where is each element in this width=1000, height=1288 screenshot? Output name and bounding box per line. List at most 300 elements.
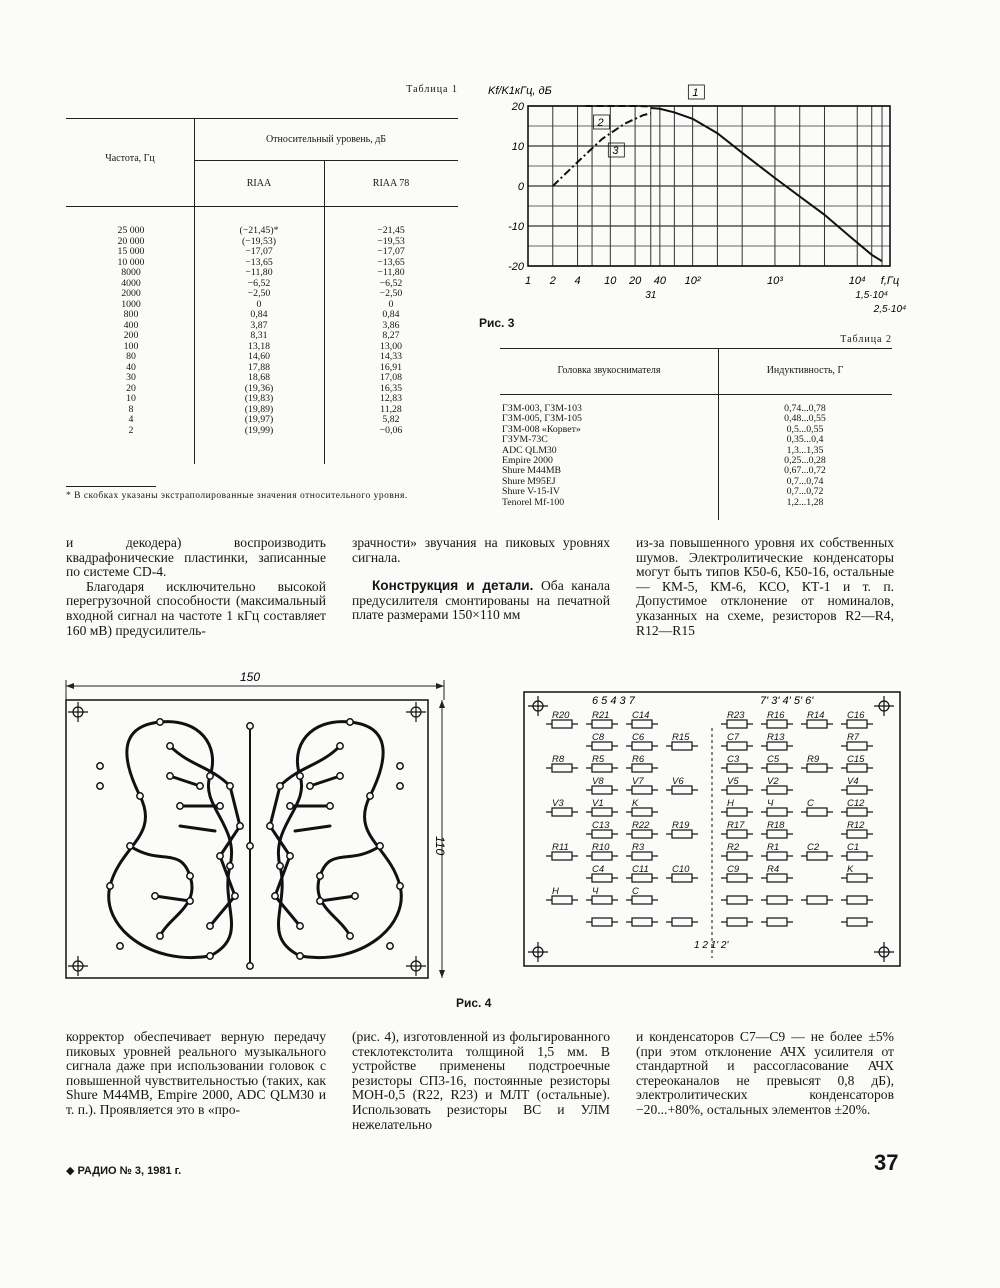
- table1-footnote: * В скобках указаны экстраполированные значения относительного уровня.: [66, 491, 408, 501]
- solder-pad: [327, 803, 333, 809]
- component-label: C7: [727, 732, 740, 743]
- table2-cell-head: Shure V-15-IV: [502, 486, 560, 498]
- component-label: R22: [632, 820, 650, 831]
- component-body: [552, 764, 572, 772]
- component-body: [552, 720, 572, 728]
- component-body: [727, 742, 747, 750]
- component-body: [847, 720, 867, 728]
- component-body: [727, 786, 747, 794]
- component-body: [672, 918, 692, 926]
- table1-cell-riaa78: −11,80: [377, 267, 405, 278]
- solder-pad: [337, 743, 343, 749]
- table1-cell-riaa78: 5,82: [382, 414, 400, 425]
- footnote-rule: [66, 486, 156, 487]
- solder-pad: [377, 843, 383, 849]
- component-label: С: [632, 886, 639, 897]
- chart-x-tick-label: 20: [628, 275, 642, 287]
- table1-cell-riaa78: 14,33: [379, 351, 403, 362]
- table1-cell-riaa78: 0,84: [382, 309, 400, 320]
- solder-pad: [167, 743, 173, 749]
- component-body: [592, 764, 612, 772]
- component-body: [847, 830, 867, 838]
- dimension-width-label: 150: [240, 670, 261, 684]
- chart-y-tick-label: 20: [511, 101, 524, 113]
- chart-x-tick-label: 1: [524, 275, 532, 287]
- component-body: [672, 742, 692, 750]
- table2-inductance-column: [750, 404, 860, 508]
- table1-cell-riaa: (−21,45)*: [239, 225, 279, 236]
- component-label: R16: [767, 710, 785, 721]
- table1-cell-riaa: −2,50: [247, 288, 271, 299]
- component-label: V8: [592, 776, 604, 787]
- chart-y-tick-label: -10: [508, 221, 524, 233]
- table2-cell-head: Empire 2000: [502, 455, 553, 467]
- component-label: C14: [632, 710, 650, 721]
- table2-cell-head: ADC QLM30: [502, 444, 557, 456]
- component-body: [847, 808, 867, 816]
- solder-pad: [347, 719, 353, 725]
- table1-frequency-column: [96, 226, 166, 436]
- component-body: [767, 918, 787, 926]
- solder-pad: [197, 783, 203, 789]
- component-body: [632, 786, 652, 794]
- table1-cell-riaa78: 13,00: [379, 340, 403, 352]
- table1-cell-riaa: 13,18: [247, 340, 271, 352]
- solder-pad: [387, 943, 393, 949]
- component-body: [847, 764, 867, 772]
- solder-pad: [207, 773, 213, 779]
- component-label: R1: [767, 842, 780, 853]
- solder-pad: [137, 793, 143, 799]
- pcb-component-placement: [522, 688, 904, 970]
- table1-cell-frequency: 15 000: [117, 246, 145, 257]
- paragraph: из-за повышенного уровня их собственных шумов. Электролитические конденсаторы могут быть типов К50-6, К50-16, остальные — КМ-5, КМ-6, КСО, КТ-1 и т. п. Допустимое отклонение от номиналов, указанных на схеме, резисторов R2—R4, R12—R15: [636, 535, 894, 638]
- chart-tick-labels: [508, 101, 906, 315]
- table1-cell-riaa: −6,52: [247, 277, 271, 289]
- table1-riaa-column: [224, 226, 294, 436]
- component-body: [847, 852, 867, 860]
- component-label: C5: [767, 754, 780, 765]
- component-body: [592, 874, 612, 882]
- table2-cell-head: Tenorel Mf-100: [502, 496, 565, 508]
- component-label: C6: [632, 732, 645, 743]
- table2-cell-head: Shure M44MB: [502, 465, 562, 477]
- table1-header-riaa78: RIAA 78: [372, 178, 410, 189]
- component-label: C16: [847, 710, 865, 721]
- component-label: Ч: [592, 886, 599, 897]
- solder-pad: [352, 893, 358, 899]
- component-label: R15: [672, 732, 690, 743]
- component-body: [767, 742, 787, 750]
- solder-pad: [297, 953, 303, 959]
- component-body: [807, 764, 827, 772]
- component-body: [807, 808, 827, 816]
- solder-pad: [97, 763, 103, 769]
- solder-pad: [187, 898, 193, 904]
- copper-traces: [109, 722, 402, 966]
- table1-cell-riaa: −11,80: [245, 267, 273, 278]
- table1-cell-riaa78: −13,65: [377, 256, 405, 268]
- solder-pad: [287, 803, 293, 809]
- solder-pad: [217, 803, 223, 809]
- table2-cell-inductance: 0,5...0,55: [786, 423, 824, 435]
- table1-cell-riaa: 18,68: [247, 372, 271, 383]
- table1-cell-riaa: 17,88: [247, 361, 271, 373]
- component-body: [672, 874, 692, 882]
- paragraph: корректор обеспечивает верную передачу пиковых уровней реального музыкального сигнала даже при использовании головок с повышенной чувствительностью (таких, как Shure M44MB, Empire 2000, ADC QLM30 и т. п.). Проявляется это в «про-: [66, 1029, 326, 1117]
- text-column-1-top: [66, 536, 326, 638]
- component-label: R19: [672, 820, 690, 831]
- paragraph: зрачности» звучания на пиковых уровнях сигнала.: [352, 535, 610, 565]
- table1-cell-frequency: 30: [126, 372, 136, 383]
- component-label: R6: [632, 754, 645, 765]
- component-body: [727, 808, 747, 816]
- table1-cell-frequency: 4: [128, 414, 134, 425]
- solder-pad: [237, 823, 243, 829]
- table2-cell-inductance: 0,7...0,74: [786, 475, 824, 487]
- component-body: [807, 896, 827, 904]
- figure3-caption: Рис. 3: [479, 316, 515, 330]
- bottom-pin-labels: 1 2 1' 2': [694, 940, 729, 951]
- component-label: C4: [592, 864, 605, 875]
- table2-cell-head: Shure M95EJ: [502, 475, 556, 487]
- component-body: [727, 852, 747, 860]
- solder-pad: [272, 893, 278, 899]
- component-label: V7: [632, 776, 644, 787]
- solder-pad: [177, 803, 183, 809]
- table1-header-frequency: Частота, Гц: [105, 153, 155, 164]
- component-label: V4: [847, 776, 859, 787]
- solder-pad: [97, 783, 103, 789]
- solder-pad: [152, 893, 158, 899]
- magazine-footer: ◆ РАДИО № 3, 1981 г.: [66, 1165, 182, 1177]
- component-labels: [552, 710, 865, 897]
- solder-pad: [232, 893, 238, 899]
- table1-cell-riaa: −17,07: [245, 246, 273, 257]
- component-label: R3: [632, 842, 645, 853]
- table2-cell-inductance: 0,7...0,72: [786, 486, 824, 498]
- component-label: V2: [767, 776, 779, 787]
- chart-x-tick-label: 40: [653, 275, 666, 287]
- component-label: R11: [552, 842, 569, 853]
- component-body: [847, 786, 867, 794]
- chart-y-tick-label: 0: [517, 181, 524, 193]
- component-body: [592, 918, 612, 926]
- component-body: [847, 918, 867, 926]
- component-label: С: [807, 798, 814, 809]
- solder-pad: [227, 783, 233, 789]
- text-column-2-bottom: [352, 1030, 610, 1132]
- component-body: [632, 764, 652, 772]
- table2-cell-inductance: 1,2...1,28: [786, 496, 824, 508]
- component-body: [632, 808, 652, 816]
- component-label: V6: [672, 776, 684, 787]
- solder-pad: [217, 853, 223, 859]
- component-label: R2: [727, 842, 740, 853]
- solder-pad: [397, 883, 403, 889]
- table1-cell-frequency: 80: [126, 351, 136, 362]
- table1-riaa78-column: [356, 226, 426, 436]
- component-body: [807, 720, 827, 728]
- chart-x-tick-label: 2: [549, 275, 556, 287]
- frequency-response-chart: [480, 80, 907, 336]
- chart-y-axis-label: Kf/K1кГц, дБ: [488, 85, 552, 97]
- component-body: [552, 808, 572, 816]
- component-body: [592, 786, 612, 794]
- table1-cell-riaa78: 11,28: [380, 403, 402, 415]
- paragraph: и конденсаторов C7—C9 — не более ±5% (при этом отклонение АЧХ усилителя от стандартной и рассогласование АЧХ стереоканалов не превысят 0,8 дБ), электролитических конденсаторов −20...+80%, остальных элементов ±20%.: [636, 1029, 894, 1117]
- component-body: [767, 830, 787, 838]
- table1-cell-frequency: 10 000: [117, 256, 145, 268]
- pin-numbers-right: 7' 3' 4' 5' 6': [760, 695, 814, 707]
- component-body: [632, 874, 652, 882]
- table1-cell-frequency: 4000: [121, 277, 141, 289]
- table1-caption: Таблица 1: [406, 84, 458, 95]
- component-body: [767, 874, 787, 882]
- solder-pad: [397, 763, 403, 769]
- solder-pad: [347, 933, 353, 939]
- component-body: [592, 896, 612, 904]
- component-label: R20: [552, 710, 570, 721]
- pcb-traces-drawing: [60, 666, 450, 978]
- component-body: [552, 896, 572, 904]
- chart-grid: [528, 106, 890, 266]
- solder-pad: [297, 923, 303, 929]
- chart-x-tick-label: 4: [574, 275, 581, 287]
- chart-series-line-1: [651, 108, 882, 261]
- component-body: [672, 830, 692, 838]
- solder-pad: [267, 823, 273, 829]
- component-body: [632, 918, 652, 926]
- component-label: Н: [552, 886, 559, 897]
- component-label: C15: [847, 754, 865, 765]
- component-label: C10: [672, 864, 690, 875]
- chart-y-tick-label: -20: [508, 261, 524, 273]
- component-body: [807, 852, 827, 860]
- pin-numbers-left: 6 5 4 3 7: [592, 695, 635, 707]
- component-body: [592, 852, 612, 860]
- component-body: [727, 830, 747, 838]
- chart-x-tick-label: f,Гц: [880, 275, 900, 287]
- table2-cell-head: ГЗМ-003, ГЗМ-103: [502, 403, 582, 414]
- solder-pad: [277, 863, 283, 869]
- component-body: [767, 720, 787, 728]
- table1-cell-frequency: 800: [123, 309, 139, 320]
- component-body: [727, 896, 747, 904]
- table1-cell-riaa: 0: [256, 298, 262, 310]
- solder-pad: [277, 783, 283, 789]
- component-label: C3: [727, 754, 740, 765]
- table2-cell-head: ГЗМ-005, ГЗМ-105: [502, 413, 582, 425]
- table1-cell-riaa: (19,99): [244, 424, 274, 436]
- table1-cell-riaa78: 16,91: [379, 361, 403, 373]
- table1-cell-riaa78: −17,07: [377, 246, 405, 257]
- chart-x-tick-label: 10³: [766, 275, 783, 287]
- component-label: C12: [847, 798, 865, 809]
- table1-cell-frequency: 25 000: [117, 225, 145, 236]
- table1-cell-riaa: (19,89): [244, 403, 274, 415]
- component-label: R10: [592, 842, 610, 853]
- solder-pad: [117, 943, 123, 949]
- dimension-height-label: 110: [433, 836, 447, 856]
- text-column-3-bottom: [636, 1030, 894, 1118]
- component-body: [727, 918, 747, 926]
- chart-y-tick-label: 10: [511, 141, 524, 153]
- component-body: [767, 852, 787, 860]
- table1-cell-frequency: 8: [128, 403, 134, 415]
- table2-cell-inductance: 0,25...0,28: [784, 455, 826, 467]
- component-label: V1: [592, 798, 604, 809]
- component-label: R7: [847, 732, 860, 743]
- solder-pad: [127, 843, 133, 849]
- solder-pad: [187, 873, 193, 879]
- component-body: [767, 808, 787, 816]
- chart-x-extra-label: 1,5·10⁴: [855, 290, 889, 301]
- chart-annotation-label: 2: [597, 117, 604, 129]
- table1-cell-riaa78: 3,86: [382, 319, 400, 331]
- table2: [500, 348, 892, 520]
- figure4-caption: Рис. 4: [456, 996, 492, 1010]
- text-column-2-top: [352, 536, 610, 623]
- chart-annotation-label: 1: [692, 87, 699, 99]
- component-body: [552, 852, 572, 860]
- table1-cell-riaa: (19,36): [244, 382, 274, 394]
- table1-cell-riaa: −13,65: [245, 256, 273, 268]
- table2-cell-inductance: 0,35...0,4: [786, 434, 824, 446]
- solder-pad: [297, 773, 303, 779]
- table2-cell-head: ГЗМ-008 «Корвет»: [502, 423, 581, 435]
- solder-pad: [317, 898, 323, 904]
- component-label: Н: [727, 798, 734, 809]
- component-label: R17: [727, 820, 745, 831]
- chart-x-extra-label: 2,5·10⁴: [873, 304, 907, 315]
- solder-pad: [247, 963, 253, 969]
- table1-cell-riaa78: −19,53: [377, 235, 405, 247]
- solder-pad: [367, 793, 373, 799]
- text-column-1-bottom: [66, 1030, 326, 1118]
- table1-header-group: Относительный уровень, дБ: [265, 134, 387, 145]
- table1-cell-riaa: 8,31: [250, 330, 268, 341]
- paragraph: и декодера) воспроизводить квадрафонические пластинки, записанные по системе CD-4.: [66, 535, 326, 580]
- component-label: C11: [632, 864, 649, 875]
- chart-x-tick-label: 10²: [684, 275, 701, 287]
- table1-cell-frequency: 100: [123, 340, 139, 352]
- component-label: R14: [807, 710, 825, 721]
- table2-cell-head: ГЗУМ-73С: [502, 434, 548, 446]
- component-body: [767, 896, 787, 904]
- chart-x-tick-label: 10⁴: [848, 275, 866, 287]
- component-label: R9: [807, 754, 820, 765]
- solder-pad: [247, 723, 253, 729]
- paragraph: Благодаря исключительно высокой перегрузочной способности (максимальный входной сигнал на частоте 1 кГц составляет 160 мВ) предусилитель-: [66, 578, 326, 638]
- table1-cell-riaa78: −6,52: [379, 277, 403, 289]
- text-column-3-top: [636, 536, 894, 638]
- table1-cell-riaa78: −2,50: [379, 288, 403, 299]
- component-label: R8: [552, 754, 565, 765]
- component-body: [767, 764, 787, 772]
- component-body: [592, 830, 612, 838]
- table1: [66, 118, 458, 464]
- component-label: V5: [727, 776, 739, 787]
- component-body: [727, 764, 747, 772]
- component-label: R5: [592, 754, 605, 765]
- component-label: Ч: [767, 798, 774, 809]
- table1-cell-riaa78: 12,83: [379, 393, 403, 404]
- table1-cell-frequency: 10: [126, 393, 136, 404]
- table1-cell-riaa: 0,84: [250, 309, 268, 320]
- component-body: [632, 742, 652, 750]
- solder-pad: [227, 863, 233, 869]
- component-body: [767, 786, 787, 794]
- table2-cell-inductance: 0,67...0,72: [784, 465, 826, 477]
- chart-x-extra-label: 31: [645, 290, 657, 301]
- component-label: R12: [847, 820, 865, 831]
- page-number: 37: [874, 1150, 899, 1175]
- component-body: [632, 720, 652, 728]
- table1-cell-riaa: (−19,53): [241, 235, 277, 247]
- table1-cell-frequency: 40: [126, 361, 136, 373]
- paragraph: Оба канала предусилителя смонтированы на печатной плате размерами 150×110 мм: [352, 578, 610, 623]
- table1-cell-riaa: 14,60: [247, 351, 271, 362]
- component-body: [592, 720, 612, 728]
- table1-cell-frequency: 8000: [121, 267, 141, 278]
- component-body: [727, 720, 747, 728]
- component-label: R4: [767, 864, 780, 875]
- table2-cell-inductance: 0,74...0,78: [784, 403, 826, 414]
- section-heading: Конструкция и детали.: [372, 578, 534, 594]
- table1-cell-riaa78: 8,27: [382, 330, 400, 341]
- solder-pad: [307, 783, 313, 789]
- component-label: C9: [727, 864, 740, 875]
- component-body: [847, 896, 867, 904]
- component-body: [592, 808, 612, 816]
- component-label: C8: [592, 732, 605, 743]
- component-label: C1: [847, 842, 860, 853]
- component-label: C13: [592, 820, 610, 831]
- solder-pad: [247, 843, 253, 849]
- table1-cell-frequency: 2000: [121, 288, 141, 299]
- solder-pad: [397, 783, 403, 789]
- table1-cell-riaa: (19,97): [244, 414, 274, 425]
- table1-cell-frequency: 20 000: [117, 235, 145, 247]
- solder-pad: [157, 933, 163, 939]
- component-body: [592, 742, 612, 750]
- component-body: [727, 874, 747, 882]
- table1-cell-frequency: 400: [123, 319, 139, 331]
- component-body: [847, 874, 867, 882]
- component-label: R18: [767, 820, 785, 831]
- table2-cell-inductance: 1,3...1,35: [786, 444, 824, 456]
- solder-pad: [167, 773, 173, 779]
- table1-header-riaa: RIAA: [246, 178, 272, 189]
- component-body: [632, 830, 652, 838]
- solder-pad: [337, 773, 343, 779]
- component-body: [632, 852, 652, 860]
- table2-cell-inductance: 0,48...0,55: [784, 413, 826, 425]
- table2-caption: Таблица 2: [840, 334, 892, 345]
- component-label: R21: [592, 710, 610, 721]
- component-body: [847, 742, 867, 750]
- table1-cell-riaa78: 17,08: [379, 372, 403, 383]
- component-label: R13: [767, 732, 785, 743]
- chart-x-tick-label: 10: [604, 275, 617, 287]
- table1-cell-riaa: (19,83): [244, 393, 274, 404]
- table1-cell-frequency: 20: [126, 382, 136, 394]
- component-label: C2: [807, 842, 820, 853]
- component-label: R23: [727, 710, 745, 721]
- table1-cell-frequency: 200: [123, 330, 139, 341]
- paragraph: (рис. 4), изготовленной из фольгированного стеклотекстолита толщиной 1,5 мм. В устройстве применены подстроечные резисторы СП3-16, постоянные резисторы МОН-0,5 (R22, R23) и МЛТ (остальные). Использовать резисторы ВС и УЛМ нежелательно: [352, 1029, 610, 1132]
